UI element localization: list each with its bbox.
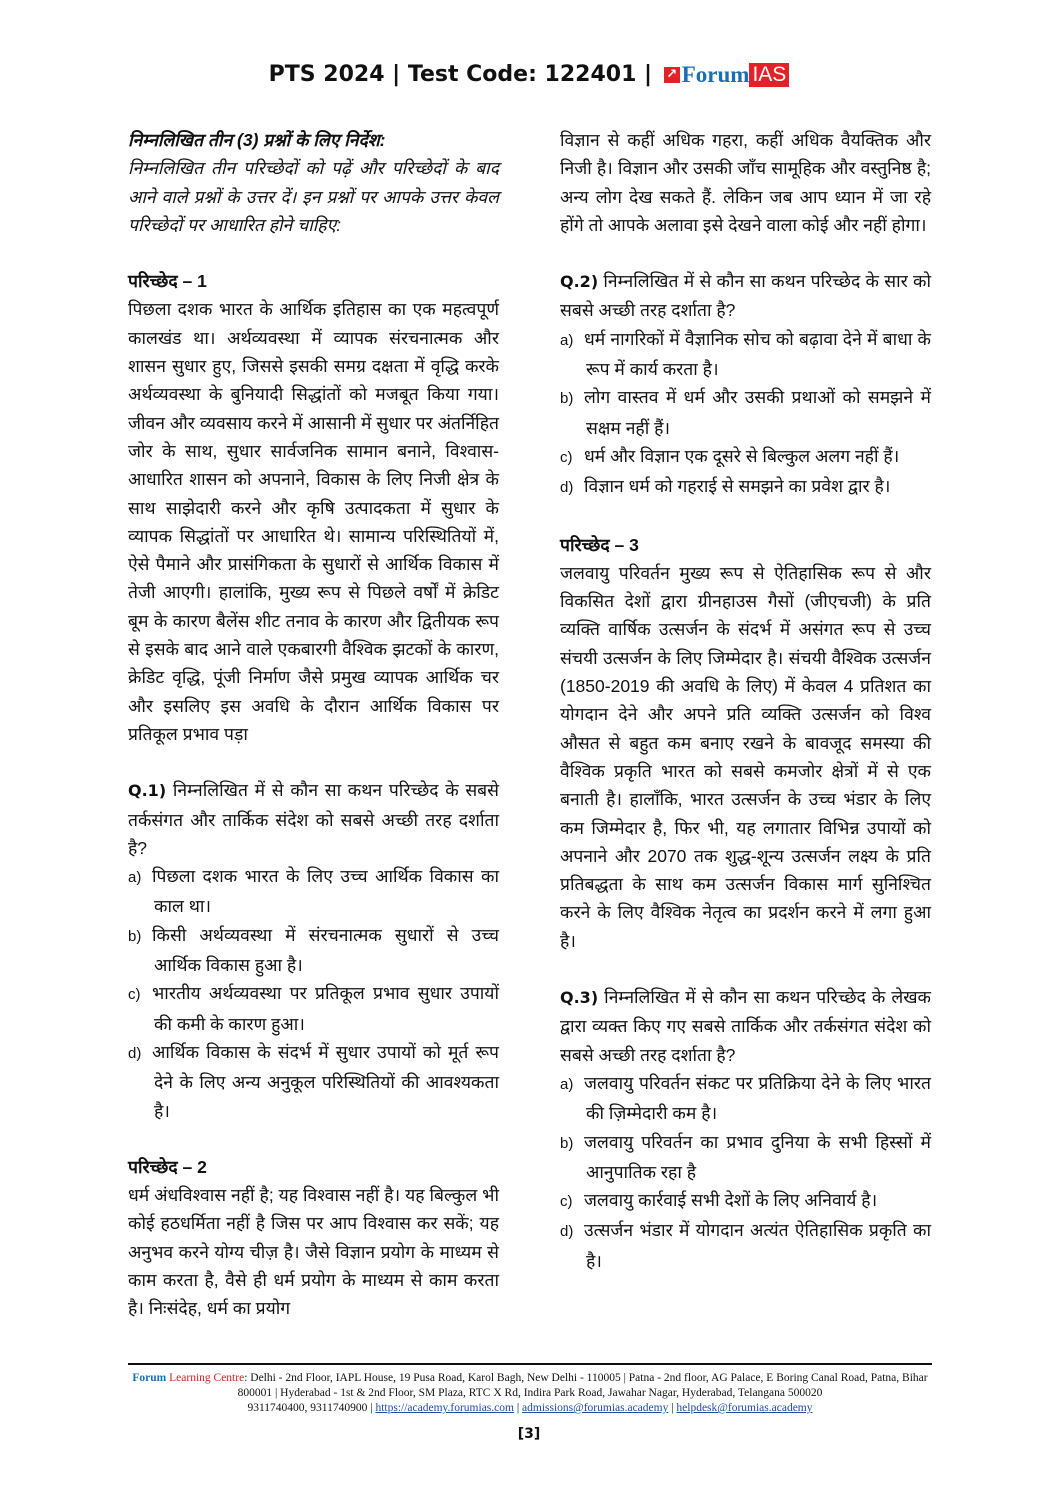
footer-address: : Delhi - 2nd Floor, IAPL House, 19 Pusa Road, Karol Bagh, New Delhi - 110005 | Patna - 2nd floor, AG Palace, E Boring Canal Road, Patna, Bihar 800001 | Hyderabad - 1st & 2nd Floor, SM Plaza, RTC X Rd, Indira Park Road, Jawahar Nagar, Hyderabad, Telangana 500020 (237, 1372, 928, 1399)
forumias-logo: ↗ Forum IAS (664, 62, 790, 88)
question-3: Q.3) निम्नलिखित में से कौन सा कथन परिच्छेद के लेखक द्वारा व्यक्त किए गए सबसे तार्किक और तर्कसंगत संदेश को सबसे अच्छी तरह दर्शाता है? (560, 987, 931, 1065)
passage-3-heading: परिच्छेद – 3 (560, 534, 639, 555)
arrow-icon: ↗ (664, 67, 680, 83)
page-number: [3] (517, 1426, 541, 1442)
passage-2-text-part2: विज्ञान से कहीं अधिक गहरा, कहीं अधिक वैयक्तिक और निजी है। विज्ञान और उसकी जाँच सामूहिक और वस्तुनिष्ठ है; अन्य लोग देख सकते हैं. लेकिन जब आप ध्यान में जा रहे होंगे तो आपके अलावा इसे देखने वाला कोई और नहीं होगा। (560, 130, 931, 235)
website-link[interactable]: https://academy.forumias.com (375, 1402, 514, 1414)
passage-2-heading: परिच्छेद – 2 (128, 1156, 207, 1177)
passage-1-heading: परिच्छेद – 1 (128, 271, 207, 292)
footer-phones: 9311740400, 9311740900 (247, 1402, 368, 1414)
q2-option-d[interactable]: d) विज्ञान धर्म को गहराई से समझने का प्रवेश द्वार है। (560, 476, 891, 497)
page-footer: Forum Learning Centre: Delhi - 2nd Floor, IAPL House, 19 Pusa Road, Karol Bagh, New Delhi - 110005 | Patna - 2nd floor, AG Palace, E Boring Canal Road, Patna, Bihar 800001 | Hyderabad - 1st & 2nd Floor, SM Plaza, RTC X Rd, Indira Park Road, Jawahar Nagar, Hyderabad, Telangana 500020 9311740400, 9311740900 | https://academy.forumias.com | admissions@forumias.academy | helpdesk@forumias.academy (128, 1363, 932, 1416)
q2-option-b[interactable]: b) लोग वास्तव में धर्म और उसकी प्रथाओं को समझने में सक्षम नहीं हैं। (560, 387, 931, 438)
passage-3-text: जलवायु परिवर्तन मुख्य रूप से ऐतिहासिक रूप से और विकसित देशों द्वारा ग्रीनहाउस गैसों (जीएचजी) के प्रति व्यक्ति वार्षिक उत्सर्जन के संदर्भ में असंगत रूप से उच्च संचयी उत्सर्जन के लिए जिम्मेदार है। संचयी वैश्विक उत्सर्जन (1850-2019 की अवधि के लिए) में केवल 4 प्रतिशत का योगदान देने और अपने प्रति व्यक्ति उत्सर्जन को विश्व औसत से बहुत कम बनाए रखने के बावजूद समस्या की वैश्विक प्रकृति भारत को सबसे कमजोर क्षेत्रों में से एक बनाती है। हालाँकि, भारत उत्सर्जन के उच्च भंडार के लिए कम जिम्मेदार है, फिर भी, यह लगातार विभिन्न उपायों को अपनाने और 2070 तक शुद्ध-शून्य उत्सर्जन लक्ष्य के प्रति प्रतिबद्धता के साथ कम उत्सर्जन विकास मार्ग सुनिश्चित करने के लिए वैश्विक नेतृत्व का प्रदर्शन करने में लगा हुआ है। (560, 562, 931, 951)
header-title: PTS 2024 | Test Code: 122401 | (268, 62, 653, 87)
admissions-email-link[interactable]: admissions@forumias.academy (522, 1402, 669, 1414)
q3-option-b[interactable]: b) जलवायु परिवर्तन का प्रभाव दुनिया के सभी हिस्सों में आनुपातिक रहा है (560, 1131, 931, 1182)
q1-option-d[interactable]: d) आर्थिक विकास के संदर्भ में सुधार उपायों को मूर्त रूप देने के लिए अन्य अनुकूल परिस्थितियों की आवश्यकता है। (128, 1041, 499, 1121)
passage-1-text: पिछला दशक भारत के आर्थिक इतिहास का एक महत्वपूर्ण कालखंड था। अर्थव्यवस्था में व्यापक संरचनात्मक और शासन सुधार हुए, जिससे इसकी समग्र दक्षता में वृद्धि करके अर्थव्यवस्था के बुनियादी सिद्धांतों को मजबूत किया गया। जीवन और व्यवसाय करने में आसानी में सुधार पर अंतर्निहित जोर के साथ, सुधार सार्वजनिक सामान बनाने, विश्वास-आधारित शासन को अपनाने, विकास के लिए निजी क्षेत्र के साथ साझेदारी करने और कृषि उत्पादकता में सुधार के व्यापक सिद्धांतों पर आधारित थे। सामान्य परिस्थितियों में, ऐसे पैमाने और प्रासंगिकता के सुधारों से आर्थिक विकास में तेजी आएगी। हालांकि, मुख्य रूप से पिछले वर्षों में क्रेडिट बूम के कारण बैलेंस शीट तनाव के कारण और द्वितीयक रूप से इसके बाद आने वाले एकबारगी वैश्विक झटकों के कारण, क्रेडिट वृद्धि, पूंजी निर्माण जैसे प्रमुख व्यापक आर्थिक चर और इसलिए इस अवधि के दौरान आर्थिक विकास पर प्रतिकूल प्रभाव पड़ा (128, 299, 499, 744)
helpdesk-email-link[interactable]: helpdesk@forumias.academy (676, 1402, 813, 1414)
q2-option-c[interactable]: c) धर्म और विज्ञान एक दूसरे से बिल्कुल अलग नहीं हैं। (560, 445, 900, 466)
left-column (128, 126, 499, 1323)
q1-option-b[interactable]: b) किसी अर्थव्यवस्था में संरचनात्मक सुधारों से उच्च आर्थिक विकास हुआ है। (128, 924, 499, 976)
q1-option-c[interactable]: c) भारतीय अर्थव्यवस्था पर प्रतिकूल प्रभाव सुधार उपायों की कमी के कारण हुआ। (128, 983, 499, 1034)
passage-2-text-part1: धर्म अंधविश्वास नहीं है; यह विश्वास नहीं है। यह बिल्कुल भी कोई हठधर्मिता नहीं है जिस पर आप विश्वास कर सकें; यह अनुभव करने योग्य चीज़ है। जैसे विज्ञान प्रयोग के माध्यम से काम करता है, वैसे ही धर्म प्रयोग के माध्यम से काम करता है। निःसंदेह, धर्म का प्रयोग (128, 1185, 499, 1319)
q3-option-c[interactable]: c) जलवायु कार्रवाई सभी देशों के लिए अनिवार्य है। (560, 1190, 878, 1211)
question-1: Q.1) निम्नलिखित में से कौन सा कथन परिच्छेद के सबसे तर्कसंगत और तार्किक संदेश को सबसे अच्छी तरह दर्शाता है? (128, 780, 499, 858)
right-column (560, 126, 931, 1275)
q3-option-d[interactable]: d) उत्सर्जन भंडार में योगदान अत्यंत ऐतिहासिक प्रकृति का है। (560, 1220, 931, 1271)
instructions-title: निम्नलिखित तीन (3) प्रश्नों के लिए निर्देश: (128, 130, 386, 150)
q2-option-a[interactable]: a) धर्म नागरिकों में वैज्ञानिक सोच को बढ़ावा देने में बाधा के रूप में कार्य करता है। (560, 328, 931, 380)
page-header (0, 62, 1058, 88)
q3-option-a[interactable]: a) जलवायु परिवर्तन संकट पर प्रतिक्रिया देने के लिए भारत की ज़िम्मेदारी कम है। (560, 1072, 931, 1124)
question-2: Q.2) निम्नलिखित में से कौन सा कथन परिच्छेद के सार को सबसे अच्छी तरह दर्शाता है? (560, 271, 931, 321)
q1-option-a[interactable]: a) पिछला दशक भारत के लिए उच्च आर्थिक विकास का काल था। (128, 866, 499, 917)
instructions-text: निम्नलिखित तीन परिच्छेदों को पढ़ें और परिच्छेदों के बाद आने वाले प्रश्नों के उत्तर दें। इन प्रश्नों पर आपके उत्तर केवल परिच्छेदों पर आधारित होने चाहिए: (128, 158, 499, 235)
